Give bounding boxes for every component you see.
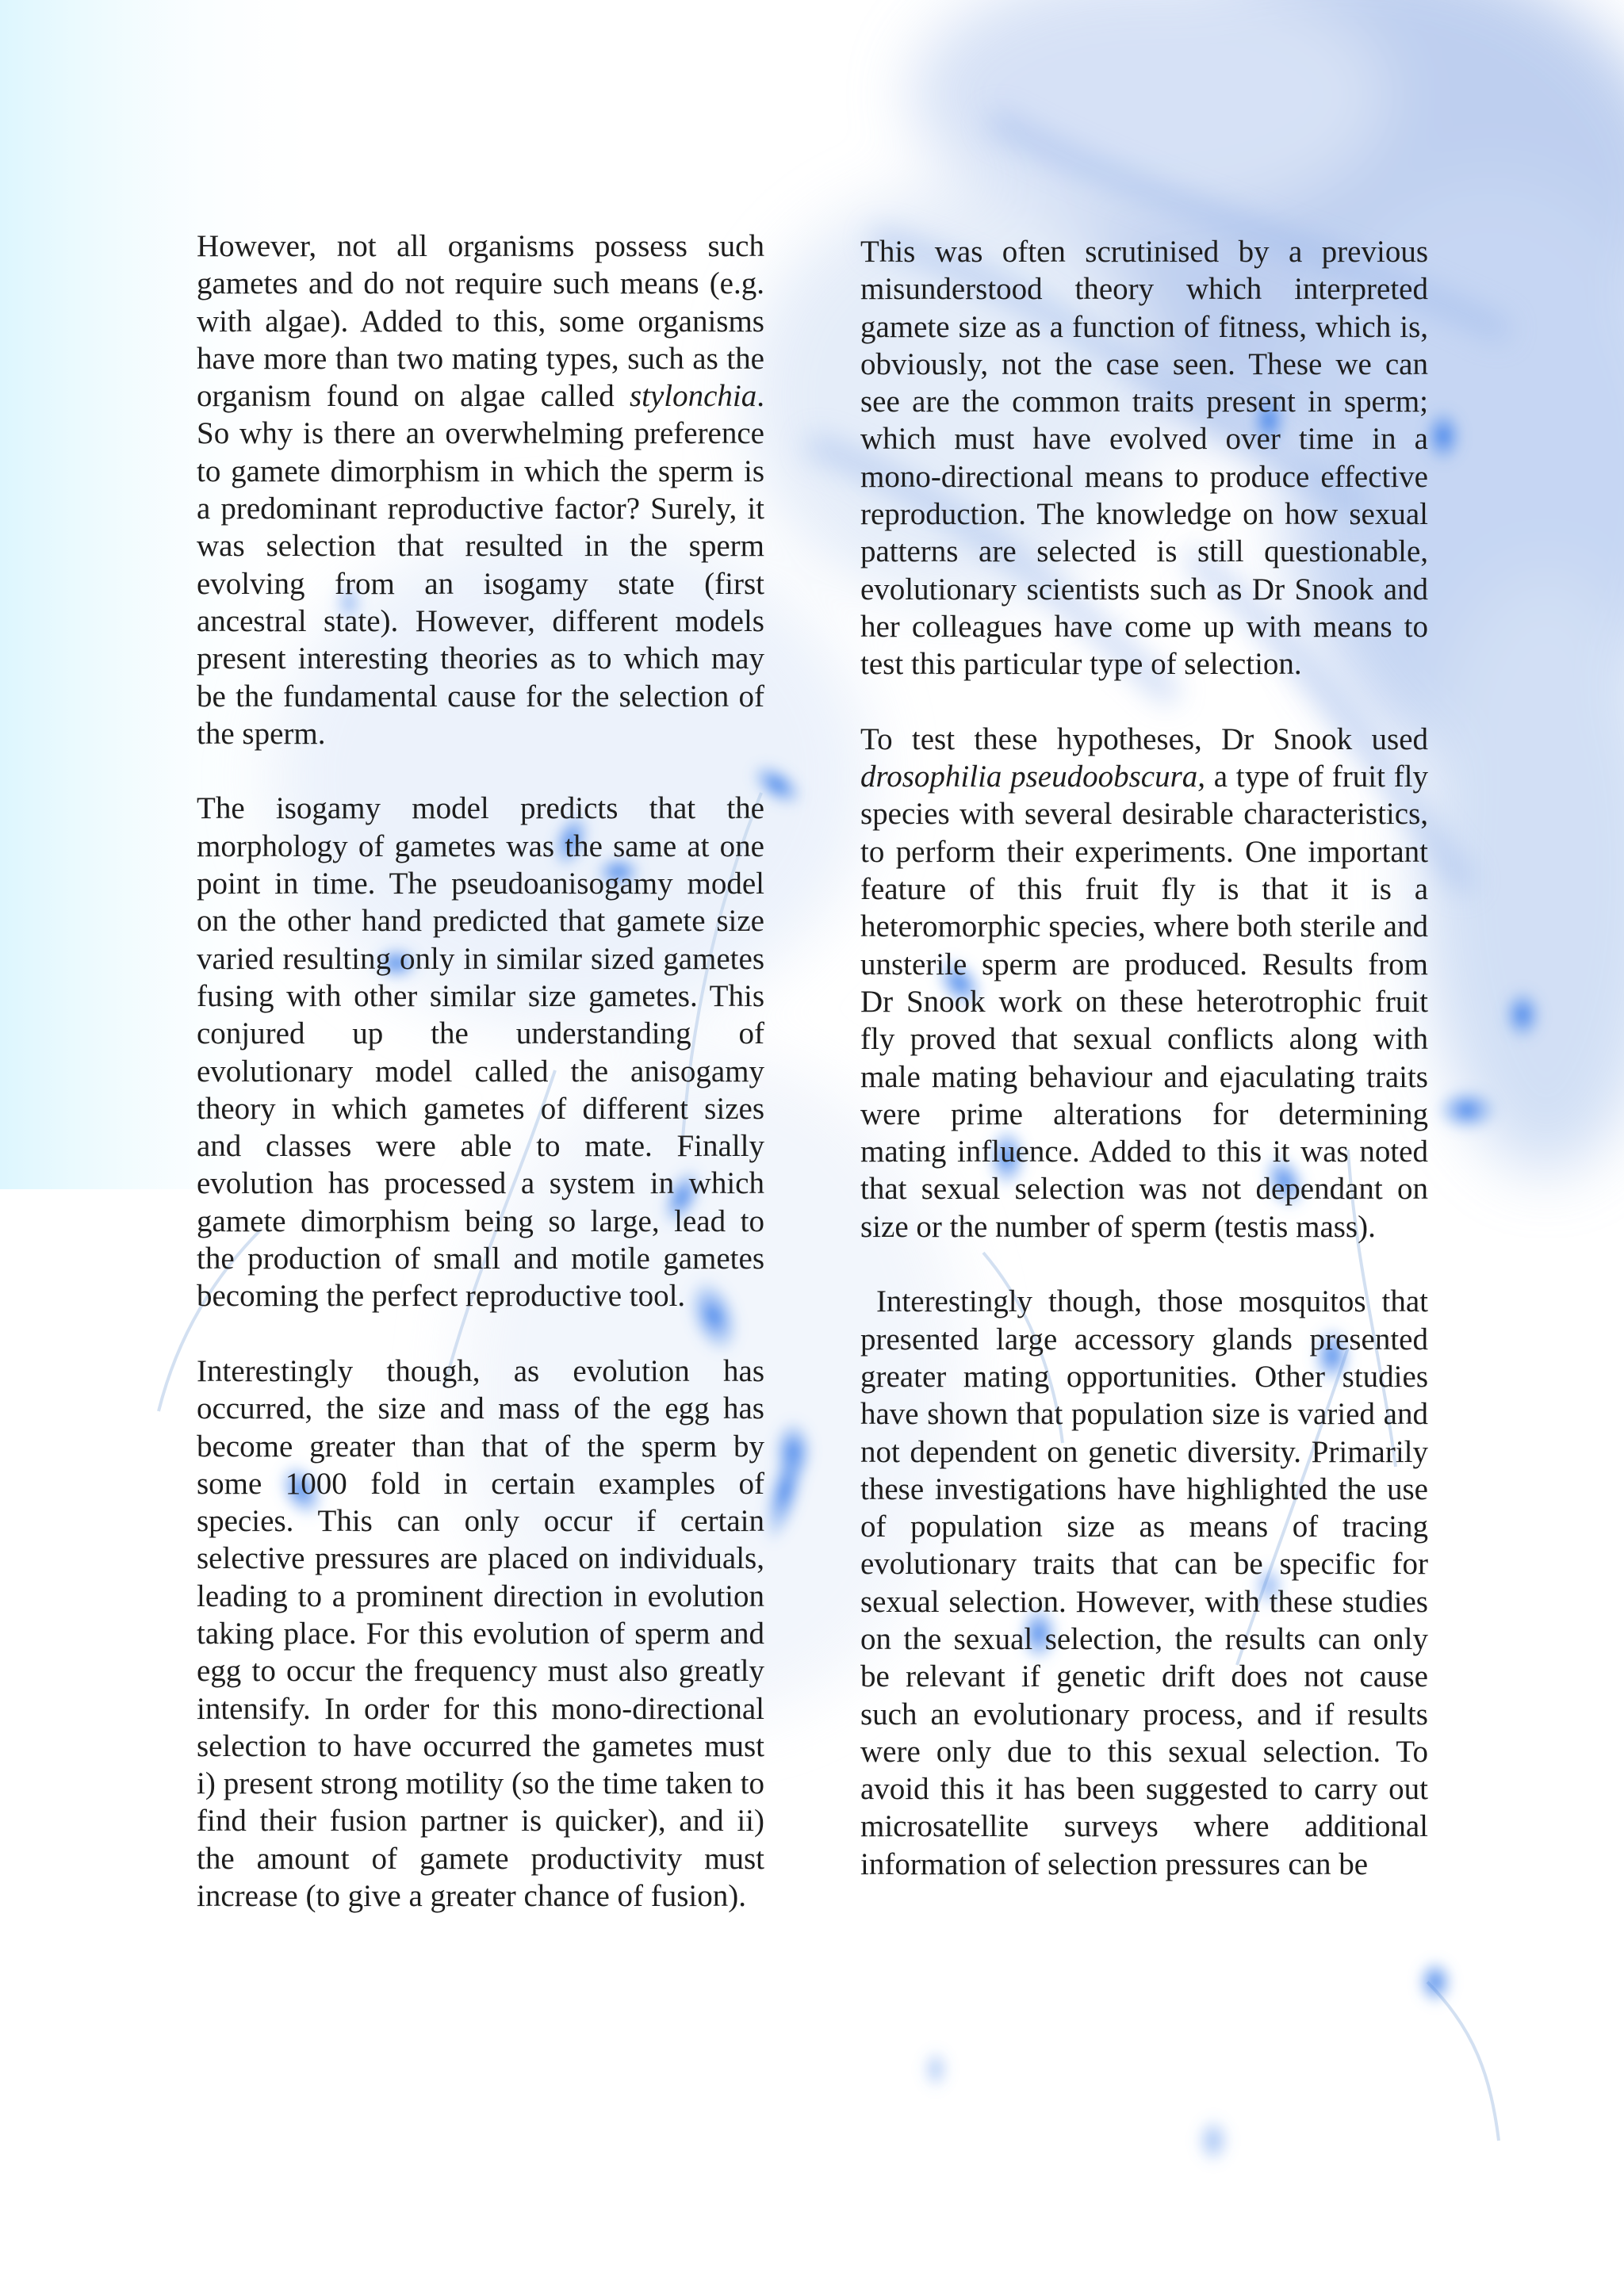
left-paragraph-3: Interestingly though, as evolution has occurred, the size and mass of the egg has become greater than that of the sperm by some 1000 fold in certain examples of species. This can only occur if certain selective pressures are placed on individuals, leading to a prominent direction in evolution taking place. For this evolution of sperm and egg to occur the frequency must also greatly intensify. In order for this mono-directional selection to have occurred the gametes must i) present strong motility (so the time taken to find their fusion partner is quicker), and ii) the amount of gamete productivity must increase (to give a greater chance of fusion). (197, 1353, 764, 1914)
left-column (197, 228, 764, 1915)
left-paragraph-2: The isogamy model predicts that the morphology of gametes was the same at one point in time. The pseudoanisogamy model on the other hand predicted that gamete size varied resulting only in similar sized gametes fusing with other similar size gametes. This conjured up the understanding of evolutionary model called the anisogamy theory in which gametes of different sizes and classes were able to mate. Finally evolution has processed a system in which gamete dimorphism being so large, lead to the production of small and motile gametes becoming the perfect reproductive tool. (197, 791, 764, 1314)
right-column (860, 233, 1436, 1883)
right-paragraph-2: To test these hypotheses, Dr Snook used drosophilia pseudoobscura, a type of fruit fly species with several desirable characteristics, to perform their experiments. One important feature of this fruit fly is that it is a heteromorphic species, where both sterile and unsterile sperm are produced. Results from Dr Snook work on these heterotrophic fruit fly proved that sexual conflicts along with male mating behaviour and ejaculating traits were prime alterations for determining mating influence. Added to this it was noted that sexual selection was not dependant on size or the number of sperm (testis mass). (860, 721, 1428, 1244)
left-paragraph-1: However, not all organisms possess such gametes and do not require such means (e.g. with algae). Added to this, some organisms have more than two mating types, such as the organism found on algae called stylonchia. So why is there an overwhelming preference to gamete dimorphism in which the sperm is a predominant reproductive factor? Surely, it was selection that resulted in the sperm evolving from an isogamy state (first ancestral state). However, different models present interesting theories as to which may be the fundamental cause for the selection of the sperm. (197, 229, 764, 751)
species-name-stylonchia: stylonchia (629, 379, 757, 414)
right-paragraph-3: Interestingly though, those mosquitos that presented large accessory glands presented greater mating opportunities. Other studies have shown that population size is varied and not dependent on genetic diversity. Primarily these investigations have highlighted the use of population size as means of tracing evolutionary traits that can be specific for sexual selection. However, with these studies on the sexual selection, the results can only be relevant if genetic drift does not cause such an evolutionary process, and if results were only due to this sexual selection. To avoid this it has been suggested to carry out microsatellite surveys where additional information of selection pressures can be (860, 1284, 1436, 1881)
right-paragraph-1: This was often scrutinised by a previous misunderstood theory which interpreted gamete size as a function of fitness, which is, obviously, not the case seen. These we can see are the common traits present in sperm; which must have evolved over time in a mono-directional means to produce effective reproduction. The knowledge on how sexual patterns are selected is still questionable, evolutionary scientists such as Dr Snook and her colleagues have come up with means to test this particular type of selection. (860, 235, 1428, 682)
species-name-drosophilia: drosophilia pseudoobscura, (860, 760, 1206, 794)
